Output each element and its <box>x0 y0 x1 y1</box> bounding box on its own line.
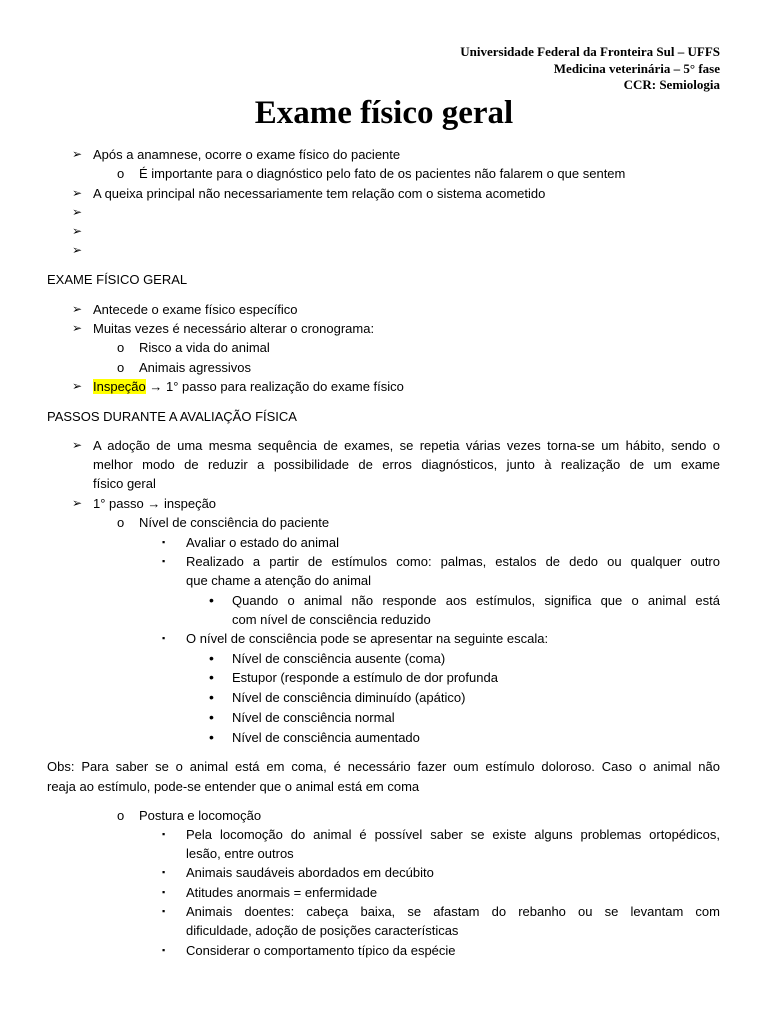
section-heading: PASSOS DURANTE A AVALIAÇÃO FÍSICA <box>47 409 297 424</box>
list-item: Atitudes anormais = enfermidade <box>186 885 378 900</box>
list-item: É importante para o diagnóstico pelo fato de os pacientes não falarem o que sentem <box>139 166 626 181</box>
square-bullet-icon: ▪ <box>162 867 166 877</box>
list-item: com nível de consciência reduzido <box>232 612 431 627</box>
circle-bullet-icon: o <box>117 515 125 530</box>
scale-item: Nível de consciência normal <box>232 710 395 725</box>
arrow-bullet-icon: ➢ <box>72 224 83 238</box>
list-item: Pela locomoção do animal é possível saber se existe alguns problemas ortopédicos, <box>186 827 720 842</box>
circle-bullet-icon: o <box>117 340 125 355</box>
page-title: Exame físico geral <box>254 95 514 131</box>
arrow-bullet-icon: ➢ <box>72 205 83 219</box>
scale-item: Nível de consciência diminuído (apático) <box>232 690 466 705</box>
dot-bullet-icon: • <box>209 592 214 608</box>
list-item: Muitas vezes é necessário alterar o cronograma: <box>93 321 375 336</box>
dot-bullet-icon: • <box>209 669 214 685</box>
circle-bullet-icon: o <box>117 166 125 181</box>
arrow-bullet-icon: ➢ <box>72 243 83 257</box>
list-item: O nível de consciência pode se apresentar na seguinte escala: <box>186 631 549 646</box>
arrow-bullet-icon: ➢ <box>72 496 83 510</box>
right-arrow-icon: → <box>149 379 163 394</box>
list-item: Antecede o exame físico específico <box>93 302 298 317</box>
list-item: Inspeção → 1° passo para realização do exame físico <box>93 379 404 394</box>
list-item: Animais doentes: cabeça baixa, se afastam do rebanho ou se levantam com <box>186 904 720 919</box>
list-item: Animais saudáveis abordados em decúbito <box>186 865 434 880</box>
circle-bullet-icon: o <box>117 360 125 375</box>
arrow-bullet-icon: ➢ <box>72 302 83 316</box>
scale-item: Nível de consciência ausente (coma) <box>232 651 446 666</box>
square-bullet-icon: ▪ <box>162 829 166 839</box>
dot-bullet-icon: • <box>209 729 214 745</box>
dot-bullet-icon: • <box>209 709 214 725</box>
list-item: Quando o animal não responde aos estímulos, significa que o animal está <box>232 593 720 608</box>
arrow-bullet-icon: ➢ <box>72 379 83 393</box>
square-bullet-icon: ▪ <box>162 633 166 643</box>
arrow-bullet-icon: ➢ <box>72 147 83 161</box>
scale-item: Estupor (responde a estímulo de dor profunda <box>232 670 498 685</box>
arrow-bullet-icon: ➢ <box>72 321 83 335</box>
square-bullet-icon: ▪ <box>162 537 166 547</box>
right-arrow-icon: → <box>147 496 161 511</box>
section-heading: EXAME FÍSICO GERAL <box>47 272 188 287</box>
dot-bullet-icon: • <box>209 650 214 666</box>
list-item: Postura e locomoção <box>139 808 262 823</box>
scale-item: Nível de consciência aumentado <box>232 730 420 745</box>
header-course: Medicina veterinária – 5° fase <box>553 60 720 76</box>
highlighted-term: Inspeção <box>93 379 146 394</box>
list-item: Realizado a partir de estímulos como: palmas, estalos de dedo ou qualquer outro <box>186 554 720 569</box>
square-bullet-icon: ▪ <box>162 887 166 897</box>
square-bullet-icon: ▪ <box>162 945 166 955</box>
square-bullet-icon: ▪ <box>162 906 166 916</box>
list-item: Após a anamnese, ocorre o exame físico do paciente <box>93 147 401 162</box>
list-item: que chame a atenção do animal <box>186 573 372 588</box>
paragraph-line: melhor modo de reduzir a possibilidade de erros diagnósticos, junto à realização de um exame <box>93 457 720 472</box>
arrow-bullet-icon: ➢ <box>72 186 83 200</box>
paragraph-line: A adoção de uma mesma sequência de exames, se repetia várias vezes torna-se um hábito, sendo o <box>93 438 720 453</box>
list-item: A queixa principal não necessariamente tem relação com o sistema acometido <box>93 186 546 201</box>
list-item: lesão, entre outros <box>186 846 294 861</box>
dot-bullet-icon: • <box>209 689 214 705</box>
list-item: Avaliar o estado do animal <box>186 535 339 550</box>
header-university: Universidade Federal da Fronteira Sul – UFFS <box>460 44 720 59</box>
header-ccr: CCR: Semiologia <box>623 77 720 92</box>
list-item: Nível de consciência do paciente <box>139 515 330 530</box>
circle-bullet-icon: o <box>117 808 125 823</box>
square-bullet-icon: ▪ <box>162 556 166 566</box>
list-item: Risco a vida do animal <box>139 340 270 355</box>
obs-paragraph-line: reaja ao estímulo, pode-se entender que o animal está em coma <box>47 779 420 794</box>
list-item: 1° passo → inspeção <box>93 496 217 511</box>
paragraph-line: físico geral <box>93 476 156 491</box>
list-item: dificuldade, adoção de posições características <box>186 923 459 938</box>
list-item: Considerar o comportamento típico da espécie <box>186 943 456 958</box>
list-item: Animais agressivos <box>139 360 251 375</box>
obs-paragraph-line: Obs: Para saber se o animal está em coma, é necessário fazer oum estímulo doloroso. Caso o animal não <box>47 759 720 774</box>
arrow-bullet-icon: ➢ <box>72 438 83 452</box>
document-header <box>460 44 720 94</box>
